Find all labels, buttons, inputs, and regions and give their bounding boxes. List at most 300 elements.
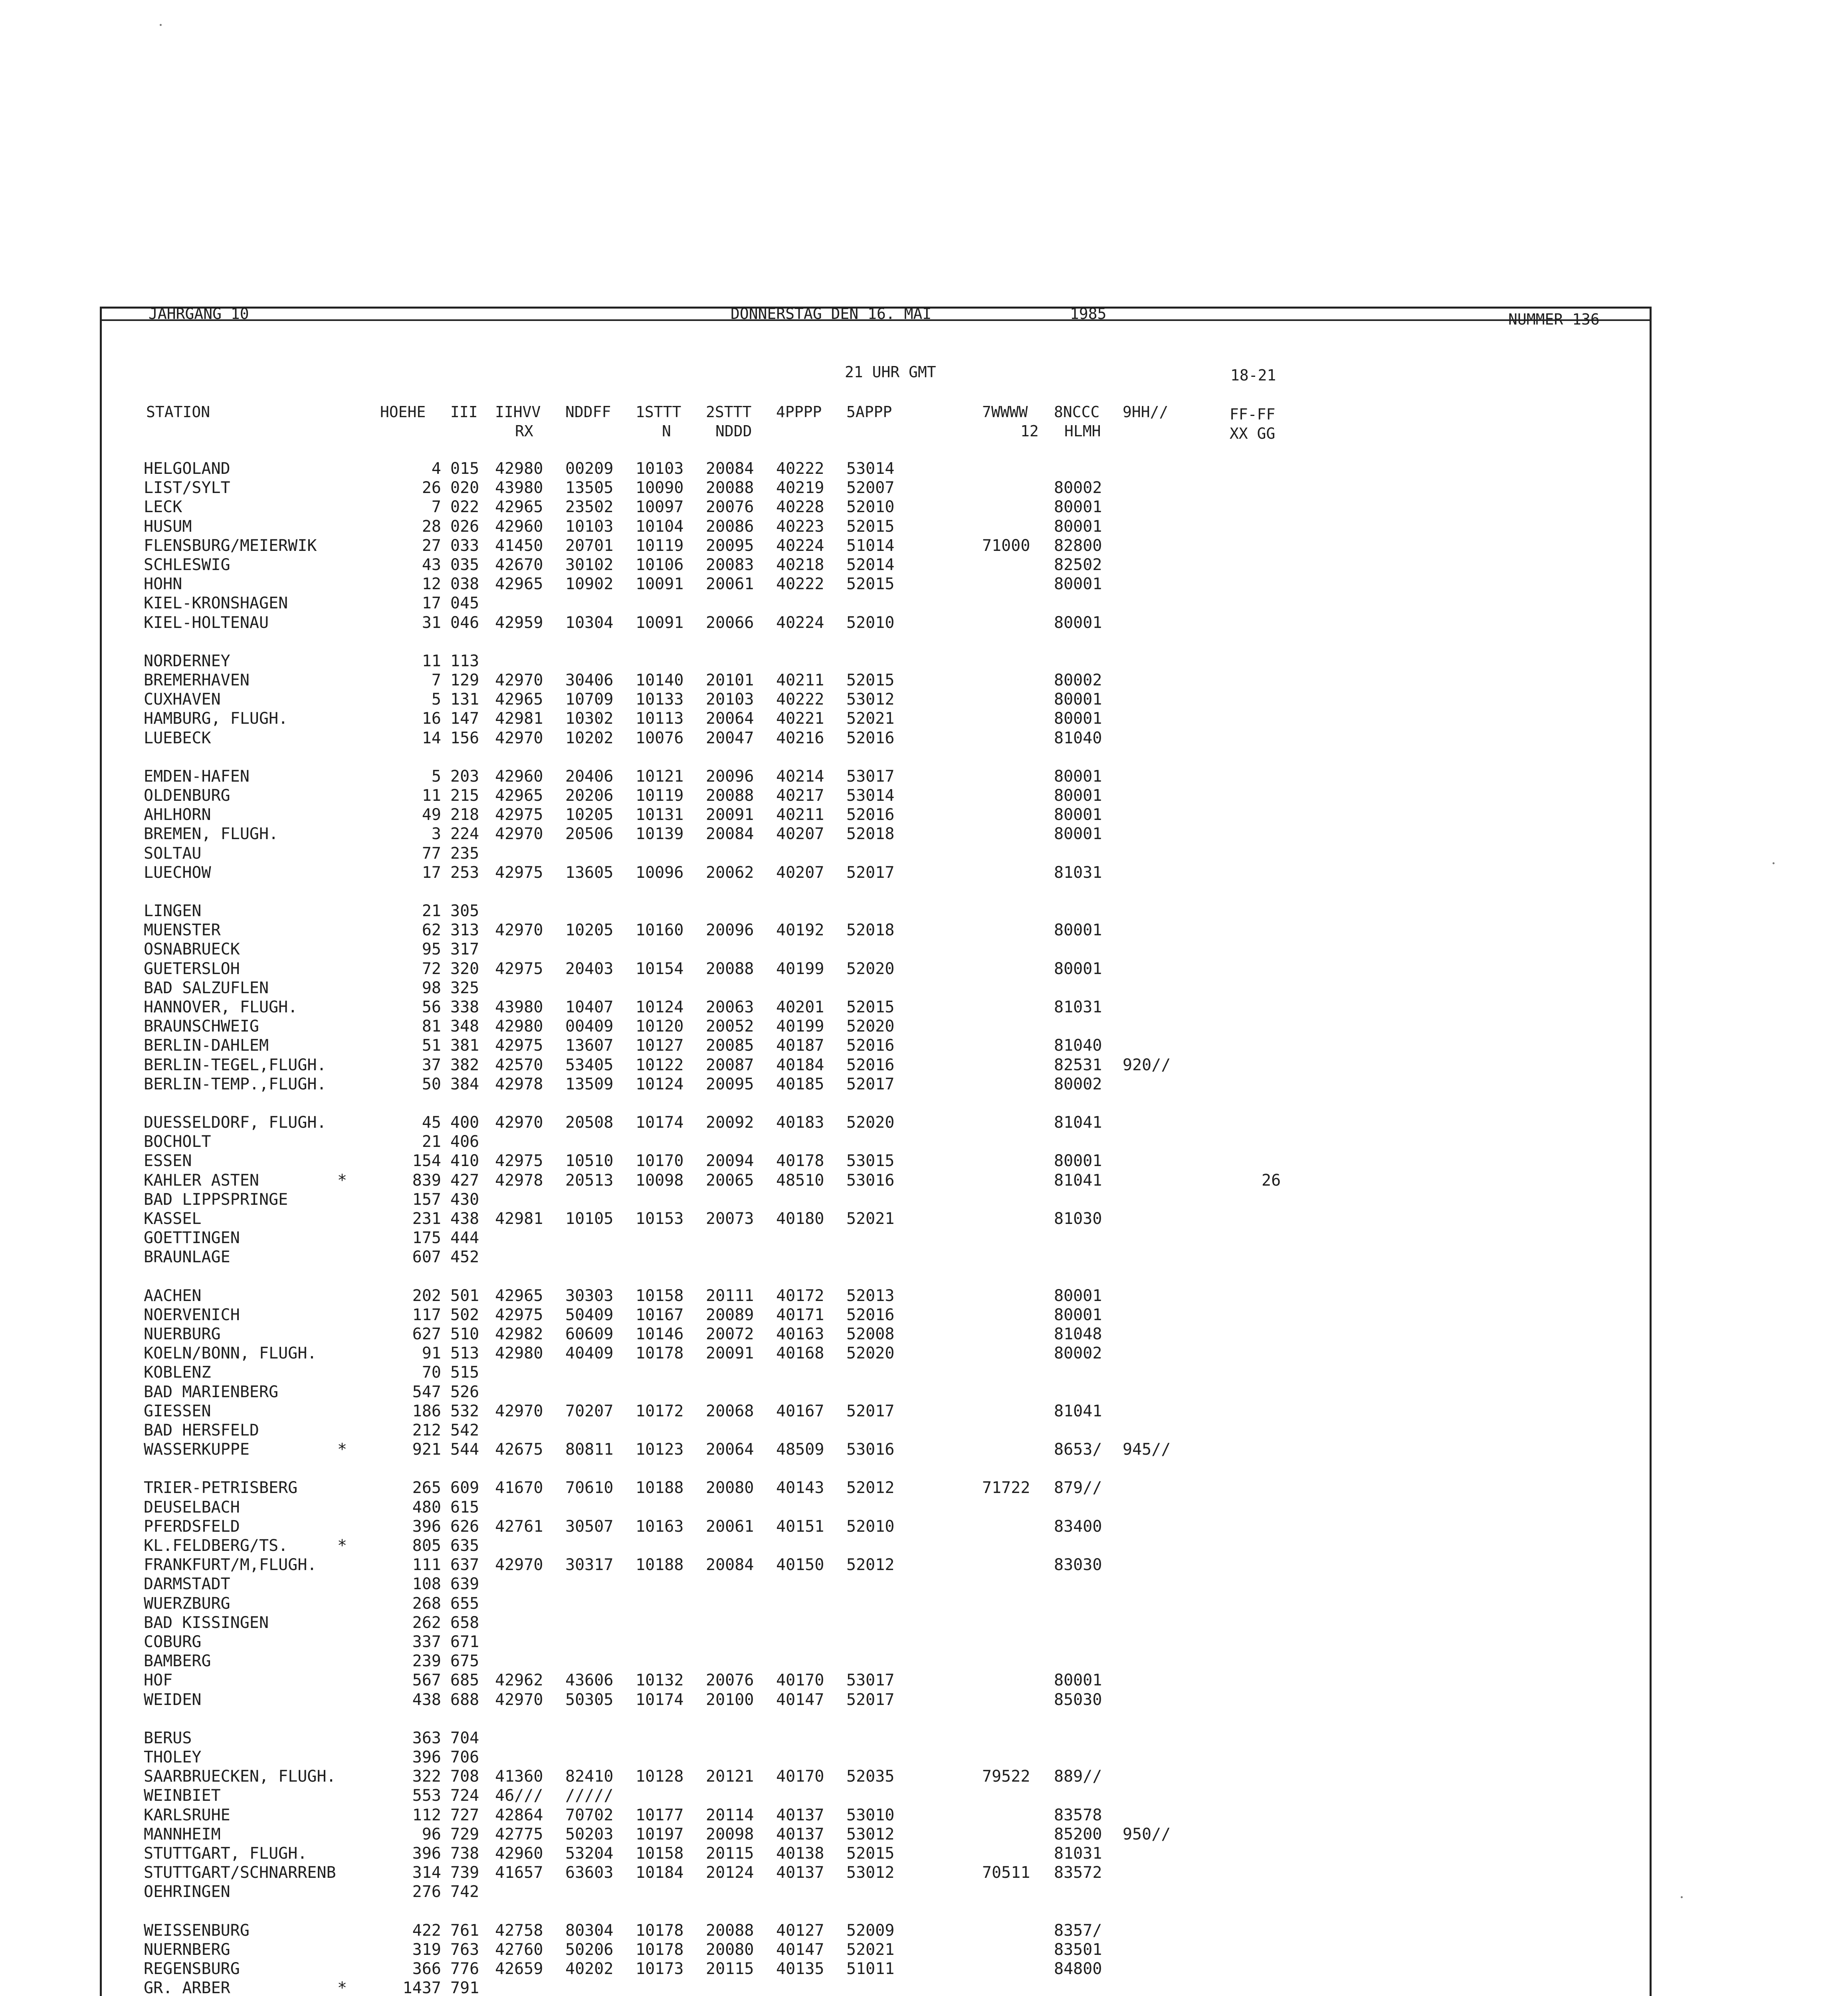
cell-1sttt: 10139 (636, 825, 684, 843)
cell-2sttt: 20064 (706, 709, 754, 728)
cell-iii: 015 (450, 459, 479, 478)
cell-2sttt: 20080 (706, 1479, 754, 1497)
cell-8nccc: 81031 (1054, 1844, 1102, 1863)
cell-iii: 675 (450, 1652, 479, 1670)
cell-iii: 147 (450, 709, 479, 728)
table-row (0, 651, 1848, 671)
cell-4pppp: 40170 (776, 1767, 824, 1786)
cell-1sttt: 10188 (636, 1479, 684, 1497)
cell-4pppp: 40221 (776, 709, 824, 728)
cell-station: KL.FELDBERG/TS. (144, 1537, 288, 1555)
cell-hoehe: 16 (422, 709, 441, 728)
cell-hoehe: 805 (412, 1537, 441, 1555)
cell-station: BAD HERSFELD (144, 1421, 259, 1440)
cell-nddff: 30406 (565, 671, 614, 689)
cell-station: BAD KISSINGEN (144, 1614, 269, 1632)
cell-1sttt: 10188 (636, 1556, 684, 1574)
cell-station: SAARBRUECKEN, FLUGH. (144, 1767, 336, 1786)
cell-4pppp: 40211 (776, 671, 824, 689)
cell-8nccc: 81041 (1054, 1402, 1102, 1420)
cell-hoehe: 4 (431, 459, 441, 478)
col-iihvv-sub: RX (515, 422, 533, 440)
cell-iii: 626 (450, 1517, 479, 1536)
table-row (0, 1055, 1848, 1075)
cell-2sttt: 20066 (706, 614, 754, 632)
cell-8nccc: 82531 (1054, 1056, 1102, 1074)
table-row (0, 1228, 1848, 1248)
cell-nddff: 53204 (565, 1844, 614, 1863)
cell-4pppp: 40199 (776, 960, 824, 978)
cell-iihvv: 42975 (495, 1036, 543, 1055)
cell-7wwww: 71000 (982, 537, 1030, 555)
table-row (0, 1767, 1848, 1786)
table-row (0, 671, 1848, 690)
cell-iihvv: 42970 (495, 1113, 543, 1132)
cell-iii: 235 (450, 844, 479, 863)
table-row (0, 1729, 1848, 1748)
cell-4pppp: 40201 (776, 998, 824, 1016)
cell-1sttt: 10113 (636, 709, 684, 728)
cell-5appp: 53014 (846, 786, 895, 805)
cell-station: NORDERNEY (144, 652, 230, 670)
cell-hoehe: 396 (412, 1844, 441, 1863)
cell-1sttt: 10121 (636, 767, 684, 786)
cell-1sttt: 10178 (636, 1921, 684, 1940)
cell-station: CUXHAVEN (144, 690, 221, 709)
cell-hoehe: 319 (412, 1941, 441, 1959)
table-row (0, 1978, 1848, 1996)
cell-iihvv: 42758 (495, 1921, 543, 1940)
cell-station: KOBLENZ (144, 1363, 211, 1382)
cell-station: BREMEN, FLUGH. (144, 825, 279, 843)
col-8nccc-sub: HLMH (1064, 422, 1101, 440)
cell-iihvv: 42975 (495, 1306, 543, 1324)
table-row (0, 1344, 1848, 1363)
cell-station: BERLIN-DAHLEM (144, 1036, 269, 1055)
table-row (0, 1613, 1848, 1632)
cell-2sttt: 20061 (706, 1517, 754, 1536)
cell-8nccc: 80001 (1054, 517, 1102, 536)
cell-ff: 26 (1262, 1171, 1281, 1190)
cell-iihvv: 41360 (495, 1767, 543, 1786)
year-label: 1985 (1070, 305, 1107, 323)
cell-station: GR. ARBER (144, 1979, 230, 1996)
cell-iii: 742 (450, 1883, 479, 1901)
cell-nddff: 50305 (565, 1691, 614, 1709)
cell-iii: 215 (450, 786, 479, 805)
cell-8nccc: 80001 (1054, 806, 1102, 824)
cell-8nccc: 80001 (1054, 1287, 1102, 1305)
cell-4pppp: 40151 (776, 1517, 824, 1536)
cell-station: BERUS (144, 1729, 192, 1747)
cell-8nccc: 84800 (1054, 1960, 1102, 1978)
cell-iii: 384 (450, 1075, 479, 1093)
cell-nddff: 70610 (565, 1479, 614, 1497)
cell-1sttt: 10173 (636, 1960, 684, 1978)
table-row (0, 805, 1848, 824)
cell-iii: 305 (450, 902, 479, 920)
table-row (0, 1382, 1848, 1402)
table-row (0, 478, 1848, 497)
cell-5appp: 52015 (846, 517, 895, 536)
cell-7wwww: 79522 (982, 1767, 1030, 1786)
cell-hoehe: 202 (412, 1287, 441, 1305)
cell-1sttt: 10122 (636, 1056, 684, 1074)
cell-5appp: 53017 (846, 1671, 895, 1689)
cell-4pppp: 40199 (776, 1017, 824, 1036)
cell-iii: 218 (450, 806, 479, 824)
cell-8nccc: 80001 (1054, 960, 1102, 978)
table-row (0, 1132, 1848, 1151)
cell-station: MUENSTER (144, 921, 221, 939)
cell-hoehe: 7 (431, 498, 441, 516)
cell-4pppp: 40218 (776, 556, 824, 574)
cell-8nccc: 83578 (1054, 1806, 1102, 1824)
cell-5appp: 53015 (846, 1152, 895, 1170)
cell-iihvv: 42960 (495, 517, 543, 536)
col-ff-sub: XX GG (1230, 425, 1276, 442)
cell-1sttt: 10153 (636, 1210, 684, 1228)
cell-station: KASSEL (144, 1210, 202, 1228)
col-7wwww-sub: 12 (1020, 422, 1039, 440)
table-row (0, 1574, 1848, 1594)
cell-station: SOLTAU (144, 844, 202, 863)
cell-station: WEINBIET (144, 1786, 221, 1805)
cell-4pppp: 48509 (776, 1440, 824, 1459)
issue-label: NUMMER 136 (1508, 311, 1600, 328)
cell-4pppp: 40163 (776, 1325, 824, 1343)
cell-iihvv: 42670 (495, 556, 543, 574)
table-row (0, 1748, 1848, 1767)
cell-station: LUEBECK (144, 729, 211, 747)
cell-5appp: 52010 (846, 498, 895, 516)
table-row (0, 1305, 1848, 1325)
cell-station: WUERZBURG (144, 1594, 230, 1613)
cell-5appp: 52015 (846, 575, 895, 593)
cell-iii: 325 (450, 979, 479, 997)
cell-nddff: 50203 (565, 1825, 614, 1844)
cell-hoehe: 438 (412, 1691, 441, 1709)
cell-5appp: 52010 (846, 614, 895, 632)
cell-2sttt: 20084 (706, 825, 754, 843)
cell-hoehe: 108 (412, 1575, 441, 1593)
cell-hoehe: 51 (422, 1036, 441, 1055)
cell-station: BERLIN-TEMP.,FLUGH. (144, 1075, 327, 1093)
cell-nddff: 70702 (565, 1806, 614, 1824)
cell-5appp: 52008 (846, 1325, 895, 1343)
cell-station: BAMBERG (144, 1652, 211, 1670)
cell-2sttt: 20121 (706, 1767, 754, 1786)
cell-2sttt: 20115 (706, 1844, 754, 1863)
cell-iihvv: 42975 (495, 1152, 543, 1170)
cell-iii: 708 (450, 1767, 479, 1786)
cell-station: HOHN (144, 575, 182, 593)
cell-iihvv: 42970 (495, 1556, 543, 1574)
cell-hoehe: 21 (422, 902, 441, 920)
cell-iii: 791 (450, 1979, 479, 1996)
cell-station: BRAUNLAGE (144, 1248, 230, 1266)
cell-4pppp: 40207 (776, 863, 824, 882)
cell-iii: 038 (450, 575, 479, 593)
cell-nddff: 00409 (565, 1017, 614, 1036)
cell-station: BREMERHAVEN (144, 671, 250, 689)
cell-2sttt: 20083 (706, 556, 754, 574)
cell-nddff: 20406 (565, 767, 614, 786)
cell-station: FLENSBURG/MEIERWIK (144, 537, 317, 555)
cell-2sttt: 20063 (706, 998, 754, 1016)
cell-2sttt: 20103 (706, 690, 754, 709)
cell-nddff: 40202 (565, 1960, 614, 1978)
cell-1sttt: 10097 (636, 498, 684, 516)
cell-iii: 438 (450, 1210, 479, 1228)
cell-iihvv: 42978 (495, 1075, 543, 1093)
cell-7wwww: 70511 (982, 1863, 1030, 1882)
cell-iihvv: 42978 (495, 1171, 543, 1190)
cell-1sttt: 10197 (636, 1825, 684, 1844)
cell-hoehe: 117 (412, 1306, 441, 1324)
cell-8nccc: 81040 (1054, 1036, 1102, 1055)
cell-nddff: 20513 (565, 1171, 614, 1190)
cell-1sttt: 10177 (636, 1806, 684, 1824)
col-4pppp: 4PPPP (776, 403, 822, 421)
table-row (0, 1036, 1848, 1055)
cell-iihvv: 42760 (495, 1941, 543, 1959)
cell-2sttt: 20100 (706, 1691, 754, 1709)
cell-4pppp: 40211 (776, 806, 824, 824)
cell-4pppp: 40219 (776, 479, 824, 497)
cell-station: BOCHOLT (144, 1133, 211, 1151)
cell-hoehe: 366 (412, 1960, 441, 1978)
cell-nddff: 10105 (565, 1210, 614, 1228)
cell-station: BRAUNSCHWEIG (144, 1017, 259, 1036)
cell-8nccc: 83501 (1054, 1941, 1102, 1959)
table-row (0, 1806, 1848, 1825)
cell-8nccc: 80001 (1054, 786, 1102, 805)
cell-hoehe: 81 (422, 1017, 441, 1036)
cell-5appp: 52015 (846, 671, 895, 689)
cell-iihvv: 41450 (495, 537, 543, 555)
cell-1sttt: 10124 (636, 998, 684, 1016)
table-row (0, 1651, 1848, 1671)
cell-4pppp: 40228 (776, 498, 824, 516)
cell-4pppp: 40207 (776, 825, 824, 843)
cell-nddff: 20701 (565, 537, 614, 555)
cell-8nccc: 85030 (1054, 1691, 1102, 1709)
cell-hoehe: 26 (422, 479, 441, 497)
cell-5appp: 52016 (846, 806, 895, 824)
table-row (0, 1286, 1848, 1305)
cell-iii: 671 (450, 1633, 479, 1651)
cell-5appp: 52016 (846, 1056, 895, 1074)
cell-iihvv: 42962 (495, 1671, 543, 1689)
cell-9hh: 945// (1123, 1440, 1171, 1459)
cell-hoehe: 276 (412, 1883, 441, 1901)
table-row (0, 863, 1848, 882)
col-2sttt-sub: NDDD (715, 422, 752, 440)
cell-iihvv: 42975 (495, 960, 543, 978)
cell-5appp: 52013 (846, 1287, 895, 1305)
cell-nddff: 13605 (565, 863, 614, 882)
cell-2sttt: 20091 (706, 806, 754, 824)
cell-4pppp: 40217 (776, 786, 824, 805)
cell-hoehe: 62 (422, 921, 441, 939)
cell-iihvv: 42981 (495, 1210, 543, 1228)
cell-4pppp: 40222 (776, 690, 824, 709)
cell-station: NUERNBERG (144, 1941, 230, 1959)
scan-speck (160, 24, 162, 26)
cell-nddff: 10205 (565, 921, 614, 939)
cell-station: REGENSBURG (144, 1960, 240, 1978)
cell-iihvv: 42980 (495, 459, 543, 478)
col-hoehe: HOEHE (380, 403, 426, 421)
cell-8nccc: 80002 (1054, 1344, 1102, 1362)
cell-1sttt: 10140 (636, 671, 684, 689)
table-row (0, 1517, 1848, 1536)
cell-station: DARMSTADT (144, 1575, 230, 1593)
table-row (0, 613, 1848, 632)
cell-hoehe: 28 (422, 517, 441, 536)
cell-station: NUERBURG (144, 1325, 221, 1343)
star-marker: * (337, 1171, 347, 1190)
cell-5appp: 53012 (846, 1825, 895, 1844)
cell-hoehe: 396 (412, 1748, 441, 1766)
cell-iihvv: 42970 (495, 1691, 543, 1709)
table-row (0, 555, 1848, 574)
cell-8nccc: 80001 (1054, 709, 1102, 728)
cell-2sttt: 20052 (706, 1017, 754, 1036)
cell-iii: 317 (450, 940, 479, 958)
cell-iihvv: 42960 (495, 767, 543, 786)
cell-1sttt: 10128 (636, 1767, 684, 1786)
cell-iii: 035 (450, 556, 479, 574)
cell-1sttt: 10184 (636, 1863, 684, 1882)
table-row (0, 824, 1848, 844)
cell-4pppp: 40138 (776, 1844, 824, 1863)
cell-1sttt: 10091 (636, 575, 684, 593)
cell-8nccc: 85200 (1054, 1825, 1102, 1844)
cell-station: OSNABRUECK (144, 940, 240, 958)
cell-4pppp: 40216 (776, 729, 824, 747)
table-row (0, 594, 1848, 613)
cell-8nccc: 80002 (1054, 1075, 1102, 1093)
cell-5appp: 52015 (846, 998, 895, 1016)
cell-hoehe: 111 (412, 1556, 441, 1574)
cell-4pppp: 40183 (776, 1113, 824, 1132)
table-row (0, 1959, 1848, 1978)
cell-hoehe: 268 (412, 1594, 441, 1613)
cell-iihvv: 42960 (495, 1844, 543, 1863)
cell-5appp: 52014 (846, 556, 895, 574)
col-9hh: 9HH// (1123, 403, 1169, 421)
date-label: DONNERSTAG DEN 16. MAI (731, 305, 932, 323)
cell-iii: 338 (450, 998, 479, 1016)
cell-1sttt: 10132 (636, 1671, 684, 1689)
cell-hoehe: 239 (412, 1652, 441, 1670)
cell-5appp: 53017 (846, 767, 895, 786)
cell-5appp: 52020 (846, 1344, 895, 1362)
cell-1sttt: 10119 (636, 537, 684, 555)
cell-5appp: 53012 (846, 690, 895, 709)
cell-iihvv: 41657 (495, 1863, 543, 1882)
cell-iihvv: 42980 (495, 1017, 543, 1036)
cell-hoehe: 567 (412, 1671, 441, 1689)
cell-nddff: 10902 (565, 575, 614, 593)
cell-iii: 400 (450, 1113, 479, 1132)
cell-4pppp: 48510 (776, 1171, 824, 1190)
cell-iii: 729 (450, 1825, 479, 1844)
cell-hoehe: 72 (422, 960, 441, 978)
cell-5appp: 53012 (846, 1863, 895, 1882)
cell-2sttt: 20096 (706, 921, 754, 939)
star-marker: * (337, 1440, 347, 1459)
cell-8nccc: 81041 (1054, 1171, 1102, 1190)
table-row (0, 690, 1848, 709)
cell-8nccc: 83572 (1054, 1863, 1102, 1882)
cell-iii: 410 (450, 1152, 479, 1170)
table-row (0, 517, 1848, 536)
cell-station: BERLIN-TEGEL,FLUGH. (144, 1056, 327, 1074)
cell-iii: 704 (450, 1729, 479, 1747)
cell-station: FRANKFURT/M,FLUGH. (144, 1556, 317, 1574)
cell-iihvv: 41670 (495, 1479, 543, 1497)
table-row (0, 1363, 1848, 1382)
cell-hoehe: 422 (412, 1921, 441, 1940)
cell-station: KAHLER ASTEN (144, 1171, 259, 1190)
cell-iihvv: 42965 (495, 786, 543, 805)
cell-8nccc: 879// (1054, 1479, 1102, 1497)
cell-hoehe: 839 (412, 1171, 441, 1190)
cell-8nccc: 80002 (1054, 479, 1102, 497)
cell-iii: 739 (450, 1863, 479, 1882)
table-row (0, 536, 1848, 555)
table-row (0, 1786, 1848, 1805)
cell-8nccc: 82502 (1054, 556, 1102, 574)
cell-4pppp: 40127 (776, 1921, 824, 1940)
cell-iihvv: 42570 (495, 1056, 543, 1074)
cell-iii: 427 (450, 1171, 479, 1190)
cell-5appp: 52021 (846, 709, 895, 728)
table-row (0, 709, 1848, 728)
cell-hoehe: 98 (422, 979, 441, 997)
cell-5appp: 52016 (846, 1306, 895, 1324)
cell-8nccc: 81031 (1054, 998, 1102, 1016)
cell-2sttt: 20072 (706, 1325, 754, 1343)
cell-iii: 020 (450, 479, 479, 497)
cell-hoehe: 5 (431, 690, 441, 709)
cell-hoehe: 262 (412, 1614, 441, 1632)
cell-iii: 406 (450, 1133, 479, 1151)
table-row (0, 1498, 1848, 1517)
cell-station: KIEL-HOLTENAU (144, 614, 269, 632)
cell-hoehe: 50 (422, 1075, 441, 1093)
cell-hoehe: 56 (422, 998, 441, 1016)
cell-4pppp: 40170 (776, 1671, 824, 1689)
cell-iii: 113 (450, 652, 479, 670)
cell-hoehe: 14 (422, 729, 441, 747)
cell-station: STUTTGART/SCHNARRENB (144, 1863, 336, 1882)
cell-1sttt: 10127 (636, 1036, 684, 1055)
cell-8nccc: 80001 (1054, 1152, 1102, 1170)
cell-hoehe: 175 (412, 1229, 441, 1247)
cell-iii: 203 (450, 767, 479, 786)
cell-8nccc: 83030 (1054, 1556, 1102, 1574)
cell-2sttt: 20111 (706, 1287, 754, 1305)
cell-station: HELGOLAND (144, 459, 230, 478)
cell-station: TRIER-PETRISBERG (144, 1479, 298, 1497)
cell-nddff: 10709 (565, 690, 614, 709)
cell-4pppp: 40137 (776, 1806, 824, 1824)
cell-2sttt: 20068 (706, 1402, 754, 1420)
